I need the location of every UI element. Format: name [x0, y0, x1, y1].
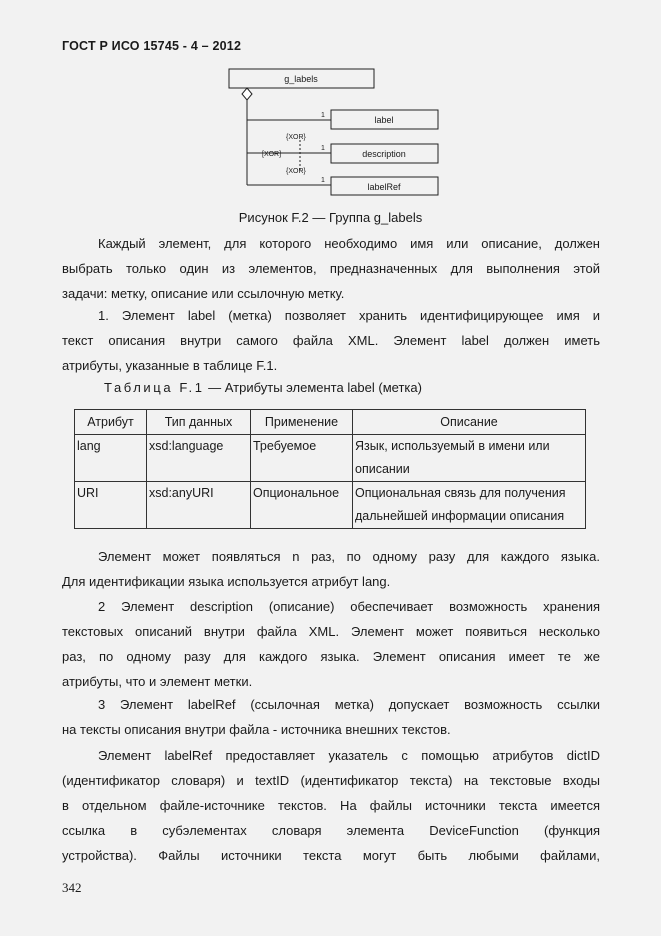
labelref-class-label: labelRef: [367, 182, 401, 192]
text-line: (идентификатор словаря) и textID (идентификатор текста) на текстовые входы: [62, 773, 600, 788]
header-attribute: Атрибут: [75, 410, 147, 435]
paragraph-6: [62, 743, 600, 868]
text-line: ссылка в субэлементах словаря элемента DeviceFunction (функция: [62, 823, 600, 838]
xor-bottom-label: {XOR}: [286, 168, 306, 175]
text-line: атрибуты, что и элемент метки.: [62, 674, 253, 689]
text-line: атрибуты, указанные в таблице F.1.: [62, 358, 278, 373]
header-datatype: Тип данных: [147, 410, 251, 435]
attributes-table: [74, 409, 586, 529]
root-class-label: g_labels: [284, 74, 318, 84]
paragraph-4: [62, 594, 600, 694]
xor-top-label: {XOR}: [286, 134, 306, 141]
table-caption-text: — Атрибуты элемента label (метка): [204, 380, 422, 395]
text-line: 1. Элемент label (метка) позволяет хранить идентифицирующее имя и: [98, 308, 600, 323]
cell-attribute: lang: [75, 435, 147, 482]
aggregation-diamond: [242, 88, 252, 100]
text-line: 2 Элемент description (описание) обеспечивает возможность хранения: [98, 599, 600, 614]
table-caption: [104, 380, 422, 395]
paragraph-3: [62, 544, 600, 594]
paragraph-2: [62, 303, 600, 378]
table-caption-prefix: Таблица F.1: [104, 380, 205, 395]
mult-description: 1: [321, 145, 325, 152]
label-class-label: label: [374, 115, 394, 125]
header-usage: Применение: [251, 410, 353, 435]
text-line: раз, по одному разу для каждого языка. Элемент описания имеет те же: [62, 649, 600, 664]
table-row: [75, 435, 586, 482]
text-line: 3 Элемент labelRef (ссылочная метка) допускает возможность ссылки: [98, 697, 600, 712]
figure-caption: Рисунок F.2 — Группа g_labels: [238, 210, 423, 225]
cell-description: Опциональная связь для получения дальнейшей информации описания: [353, 482, 586, 529]
uml-diagram: [0, 0, 661, 230]
text-line: текст описания внутри самого файла XML. Элемент label должен иметь: [62, 333, 600, 348]
paragraph-5: [62, 692, 600, 742]
text-line: Элемент labelRef предоставляет указатель с помощью атрибутов dictID: [98, 748, 600, 763]
description-class-label: description: [362, 149, 406, 159]
mult-labelref: 1: [321, 177, 325, 184]
text-line: текстовых описаний внутри файла XML. Элемент может появиться несколько: [62, 624, 600, 639]
cell-datatype: xsd:language: [147, 435, 251, 482]
text-line: в отдельном файле-источнике текстов. На файлы источники текста имеется: [62, 798, 600, 813]
mult-label: 1: [321, 112, 325, 119]
cell-description: Язык, используемый в имени или описании: [353, 435, 586, 482]
paragraph-1: [62, 231, 600, 306]
page-number: 342: [62, 880, 82, 895]
header-description: Описание: [353, 410, 586, 435]
table-header-row: [75, 410, 586, 435]
document-header: ГОСТ Р ИСО 15745 - 4 – 2012: [62, 39, 242, 53]
table-row: [75, 482, 586, 529]
cell-usage: Требуемое: [251, 435, 353, 482]
cell-datatype: xsd:anyURI: [147, 482, 251, 529]
text-line: Для идентификации языка используется атрибут lang.: [62, 574, 391, 589]
text-line: устройства). Файлы источники текста могут быть любыми файлами,: [62, 848, 600, 863]
text-line: задачи: метку, описание или ссылочную метку.: [62, 286, 345, 301]
text-line: выбрать только один из элементов, предназначенных для выполнения этой: [62, 261, 600, 276]
xor-left-label: [XOR]: [262, 151, 282, 158]
text-line: на тексты описания внутри файла - источника внешних текстов.: [62, 722, 451, 737]
cell-attribute: URI: [75, 482, 147, 529]
text-line: Каждый элемент, для которого необходимо имя или описание, должен: [98, 236, 600, 251]
text-line: Элемент может появляться n раз, по одному разу для каждого языка.: [98, 549, 600, 564]
cell-usage: Опциональное: [251, 482, 353, 529]
